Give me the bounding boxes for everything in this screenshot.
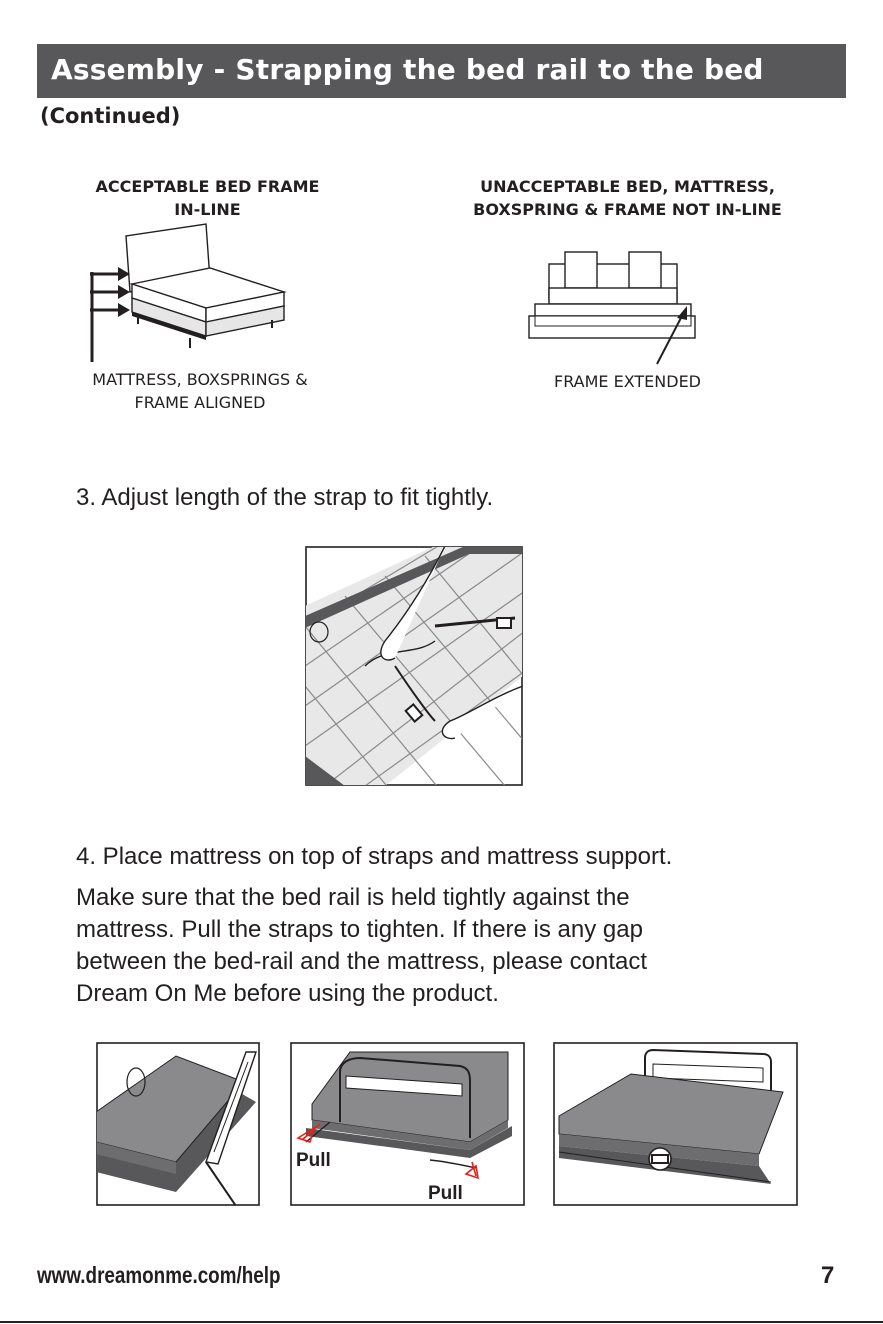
acceptable-caption-line2: FRAME ALIGNED (134, 393, 266, 412)
section-title: Assembly - Strapping the bed rail to the bed (51, 53, 764, 86)
page-number: 7 (821, 1262, 835, 1289)
paragraph-line-3: between the bed-rail and the mattress, please contact (76, 948, 648, 975)
acceptable-title-line1: ACCEPTABLE BED FRAME (95, 177, 320, 196)
acceptable-title (60, 175, 355, 221)
pull-straps-illustration (290, 1042, 525, 1206)
unacceptable-title (450, 175, 805, 221)
acceptable-bed-illustration (78, 222, 298, 367)
unacceptable-title-line2: BOXSPRING & FRAME NOT IN-LINE (473, 200, 782, 219)
step-4-paragraph (76, 882, 836, 1010)
acceptable-caption-line1: MATTRESS, BOXSPRINGS & (92, 370, 308, 389)
unacceptable-bed-illustration (525, 248, 700, 368)
acceptable-caption (60, 368, 340, 414)
mattress-on-rail-illustration (96, 1042, 260, 1206)
section-subtitle: (Continued) (40, 104, 181, 128)
pull-label-right: Pull (428, 1183, 463, 1204)
acceptable-title-line2: IN-LINE (174, 200, 241, 219)
strap-adjust-illustration (305, 546, 523, 786)
pull-label-left: Pull (296, 1150, 331, 1171)
step-3-text: 3. Adjust length of the strap to fit tightly. (76, 484, 494, 511)
step-4-text: 4. Place mattress on top of straps and mattress support. (76, 843, 673, 870)
paragraph-line-4: Dream On Me before using the product. (76, 980, 499, 1007)
paragraph-line-2: mattress. Pull the straps to tighten. If there is any gap (76, 916, 643, 943)
section-header (37, 44, 846, 98)
footer-url: www.dreamonme.com/help (37, 1262, 281, 1288)
mattress-support-illustration (553, 1042, 798, 1206)
unacceptable-caption: FRAME EXTENDED (553, 372, 701, 391)
bottom-rule (0, 1321, 883, 1323)
paragraph-line-1: Make sure that the bed rail is held tightly against the (76, 884, 630, 911)
unacceptable-title-line1: UNACCEPTABLE BED, MATTRESS, (480, 177, 775, 196)
